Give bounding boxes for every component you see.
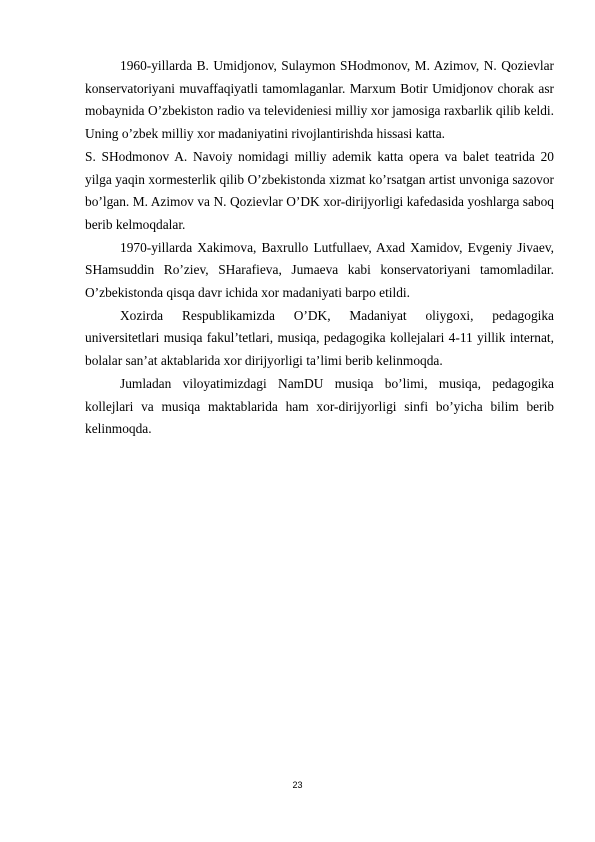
paragraph-1970s-graduates: 1970-yillarda Xakimova, Baxrullo Lutfullaev, Axad Xamidov, Evgeniy Jivaev, SHamsuddin Ro’ziev, SHarafieva, Jumaeva kabi konservatoriyani tamomladilar. O’zbekistonda qisqa davr ichida xor madaniyati barpo etildi. xyxy=(85,239,554,301)
body-text xyxy=(85,55,554,441)
page-number: 23 xyxy=(292,780,303,790)
paragraph-namdu: Jumladan viloyatimizdagi NamDU musiqa bo’limi, musiqa, pedagogika kollejlari va musiqa maktablarida ham xor-dirijyorligi sinfi bo’yicha bilim berib kelinmoqda. xyxy=(85,375,554,437)
paragraph-1960s-graduates: 1960-yillarda B. Umidjonov, Sulaymon SHodmonov, M. Azimov, N. Qozievlar konservatoriyani muvaffaqiyatli tamomlaganlar. Marxum Botir Umidjonov chorak asr mobaynida O’zbekiston radio va televideniesi milliy xor jamosiga raxbarlik qilib keldi. Uning o’zbek milliy xor madaniyatini rivojlantirishda hissasi katta. xyxy=(85,58,554,142)
paragraph-shodmonov: S. SHodmonov A. Navoiy nomidagi milliy ademik katta opera va balet teatrida 20 yilga yaqin xormesterlik qilib O’zbekistonda xizmat ko’rsatgan artist unvoniga sazovor bo’lgan. M. Azimov va N. Qozievlar O’DK xor-dirijyorligi kafedasida yoshlarga saboq berib kelmoqdalar. xyxy=(85,148,554,232)
paragraph-current-institutions: Xozirda Respublikamizda O’DK, Madaniyat oliygoxi, pedagogika universitetlari musiqa fakul’tetlari, musiqa, pedagogika kollejalari 4-11 yillik internat, bolalar san’at aktablarida xor dirijyorligi ta’limi berib kelinmoqda. xyxy=(85,307,554,369)
